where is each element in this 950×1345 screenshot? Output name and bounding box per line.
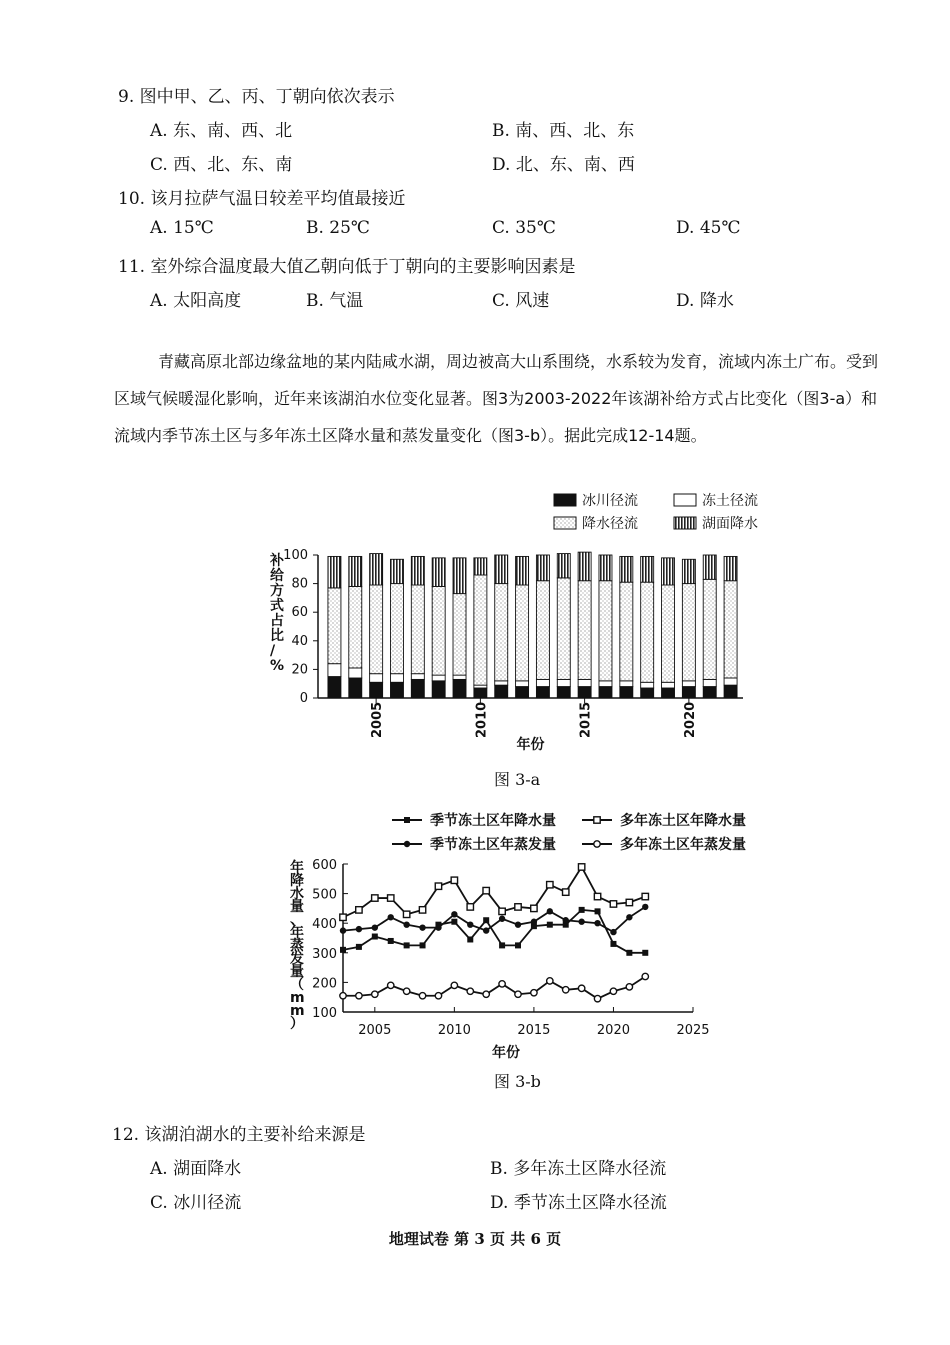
point-4-2016	[547, 978, 553, 984]
point-3-2008	[419, 924, 425, 930]
point-4-2012	[483, 991, 489, 997]
point-4-2020	[610, 988, 616, 994]
point-1-2013	[499, 942, 505, 948]
bar-2007-1	[411, 679, 424, 698]
legend-label-4: 多年冻土区年蒸发量	[620, 837, 746, 853]
point-1-2018	[579, 907, 585, 913]
point-3-2014	[515, 921, 521, 927]
point-2-2019	[594, 893, 600, 899]
point-3-2021	[626, 914, 632, 920]
bar-2014-4	[557, 554, 570, 578]
y-axis-title	[289, 859, 305, 1032]
bar-2013-2	[536, 679, 549, 686]
point-3-2015	[531, 919, 537, 925]
point-2-2012	[483, 887, 489, 893]
bar-2021-4	[703, 555, 716, 579]
bar-2017-4	[620, 556, 633, 582]
figure-3a-caption: 图 3-a	[494, 770, 541, 789]
chart-3b-legend	[392, 812, 746, 853]
x-axis-title: 年份	[516, 737, 545, 753]
point-3-2020	[610, 929, 616, 935]
point-4-2017	[563, 987, 569, 993]
bar-2014-2	[557, 679, 570, 686]
bar-2020-2	[682, 681, 695, 687]
point-1-2011	[467, 936, 473, 942]
chart-3b-axes	[289, 858, 710, 1061]
bar-2006-2	[390, 674, 403, 683]
passage	[114, 343, 892, 454]
bar-2003-2	[328, 664, 341, 677]
bar-2014-1	[557, 687, 570, 698]
question-10-stem: 10. 该月拉萨气温日较差平均值最接近	[118, 189, 406, 209]
point-3-2011	[467, 921, 473, 927]
bar-2019-1	[662, 688, 675, 698]
bar-2018-3	[641, 582, 654, 682]
bar-2004-3	[349, 586, 362, 668]
bar-2013-4	[536, 555, 549, 581]
y-axis-title-char: 量	[290, 899, 304, 915]
bar-2013-3	[536, 581, 549, 680]
point-3-2006	[388, 914, 394, 920]
y-axis-title-char: 给	[270, 568, 284, 584]
q10-option-a: A. 15℃	[150, 218, 214, 238]
x-tick-label: 2020	[596, 1023, 631, 1038]
bar-2013-1	[536, 687, 549, 698]
point-4-2018	[578, 985, 584, 991]
bar-2010-4	[474, 558, 487, 575]
bar-2016-4	[599, 555, 612, 581]
y-tick-label: 0	[299, 691, 308, 706]
y-axis-title-char: %	[270, 658, 285, 674]
bar-2015-4	[578, 552, 591, 581]
point-1-2003	[340, 947, 346, 953]
y-axis-title-char: 量	[290, 964, 304, 980]
point-2-2022	[642, 893, 648, 899]
bar-2008-3	[432, 586, 445, 675]
q9-option-b: B. 南、西、北、东	[492, 121, 635, 141]
legend-swatch-2	[674, 494, 696, 506]
point-2-2006	[388, 895, 394, 901]
point-4-2019	[594, 995, 600, 1001]
bar-2005-1	[370, 682, 383, 698]
legend-swatch-1	[554, 494, 576, 506]
q11-option-b: B. 气温	[306, 291, 364, 311]
point-3-2018	[578, 919, 584, 925]
point-2-2020	[610, 901, 616, 907]
point-3-2009	[435, 924, 441, 930]
bar-2016-3	[599, 581, 612, 681]
legend-swatch-3	[554, 517, 576, 529]
x-tick-label: 2010	[437, 1023, 471, 1038]
y-tick-label: 100	[283, 548, 308, 563]
q12-option-d: D. 季节冻土区降水径流	[490, 1193, 667, 1213]
point-4-2011	[467, 988, 473, 994]
bar-2008-2	[432, 675, 445, 681]
bar-2011-1	[495, 685, 508, 698]
bar-2015-3	[578, 581, 591, 680]
legend-label-3: 季节冻土区年蒸发量	[430, 837, 556, 853]
bar-2021-3	[703, 579, 716, 679]
bar-2022-3	[724, 581, 737, 678]
point-3-2005	[372, 924, 378, 930]
chart-3a	[240, 490, 800, 755]
y-axis-title-char: （	[290, 977, 304, 993]
bar-2020-3	[682, 584, 695, 681]
bar-2019-4	[662, 558, 675, 585]
point-4-2014	[515, 991, 521, 997]
point-1-2005	[372, 934, 378, 940]
point-4-2005	[372, 991, 378, 997]
y-axis-title-char: ）	[290, 1016, 304, 1032]
y-axis-title-char: 比	[270, 628, 284, 644]
point-3-2022	[642, 904, 648, 910]
point-4-2009	[435, 993, 441, 999]
y-tick-label: 400	[312, 917, 337, 933]
q12-option-c: C. 冰川径流	[150, 1193, 242, 1213]
y-axis-title	[269, 552, 284, 674]
y-axis-title-char: m	[290, 1003, 305, 1019]
point-2-2005	[372, 895, 378, 901]
legend-marker-3	[404, 841, 410, 847]
bar-2016-1	[599, 687, 612, 698]
y-axis-title-char: /	[270, 643, 276, 659]
point-1-2020	[610, 941, 616, 947]
x-tick-label: 2005	[358, 1023, 392, 1038]
legend-swatch-4	[674, 517, 696, 529]
point-3-2003	[340, 927, 346, 933]
y-axis-title-char: m	[290, 990, 305, 1006]
point-4-2008	[419, 993, 425, 999]
y-tick-label: 200	[312, 976, 337, 992]
bar-2003-3	[328, 588, 341, 664]
point-2-2009	[435, 883, 441, 889]
q12-option-b: B. 多年冻土区降水径流	[490, 1159, 667, 1179]
x-tick-label: 2025	[676, 1023, 710, 1038]
bar-2003-1	[328, 677, 341, 698]
bar-2007-3	[411, 585, 424, 674]
y-axis-title-char: 式	[270, 598, 284, 614]
bar-2006-3	[390, 584, 403, 674]
bar-2009-3	[453, 594, 466, 676]
y-tick-label: 40	[291, 633, 308, 649]
y-axis-title-char: 发	[290, 951, 304, 967]
point-1-2016	[547, 922, 553, 928]
y-tick-label: 20	[291, 662, 308, 678]
x-axis-title: 年份	[492, 1045, 520, 1061]
bar-2007-2	[411, 674, 424, 680]
bar-2021-1	[703, 687, 716, 698]
bar-2007-4	[411, 556, 424, 585]
bar-2018-2	[641, 682, 654, 688]
y-axis-title-char: 补	[270, 553, 284, 569]
y-axis-title-char: 降	[290, 873, 304, 889]
bar-2005-2	[370, 674, 383, 683]
point-2-2015	[531, 905, 537, 911]
chart-3a-legend	[554, 492, 758, 532]
bar-2012-3	[516, 585, 529, 681]
bar-2010-1	[474, 688, 487, 698]
bar-2012-2	[516, 681, 529, 687]
bar-2009-2	[453, 675, 466, 679]
q10-option-b: B. 25℃	[306, 218, 370, 238]
point-3-2012	[483, 927, 489, 933]
bar-2012-1	[516, 687, 529, 698]
point-3-2007	[403, 921, 409, 927]
bar-2015-2	[578, 679, 591, 686]
bar-2009-4	[453, 558, 466, 594]
point-1-2004	[356, 944, 362, 950]
point-4-2006	[388, 982, 394, 988]
point-2-2003	[340, 914, 346, 920]
y-axis-title-char: 方	[270, 583, 284, 599]
legend-label-1: 冰川径流	[582, 493, 638, 509]
point-2-2007	[403, 911, 409, 917]
bar-2008-1	[432, 681, 445, 698]
question-12-stem: 12. 该湖泊湖水的主要补给来源是	[112, 1125, 366, 1145]
point-1-2012	[483, 917, 489, 923]
legend-marker-4	[594, 841, 600, 847]
bar-2005-4	[370, 554, 383, 585]
bar-2022-4	[724, 556, 737, 580]
bar-2003-4	[328, 556, 341, 587]
q10-option-c: C. 35℃	[492, 218, 556, 238]
bar-2018-4	[641, 556, 654, 582]
bar-2022-1	[724, 685, 737, 698]
point-1-2019	[595, 908, 601, 914]
q12-option-a: A. 湖面降水	[150, 1159, 242, 1179]
legend-label-2: 冻土径流	[702, 493, 758, 509]
legend-label-1: 季节冻土区年降水量	[430, 813, 556, 829]
y-axis-title-char: 占	[270, 613, 284, 629]
point-2-2008	[419, 907, 425, 913]
point-2-2004	[356, 907, 362, 913]
point-4-2010	[451, 982, 457, 988]
bar-2006-4	[390, 559, 403, 583]
x-tick-label: 2020	[682, 701, 698, 738]
bar-2009-1	[453, 679, 466, 698]
point-4-2015	[531, 990, 537, 996]
x-tick-label: 2015	[517, 1023, 551, 1038]
bar-2011-2	[495, 681, 508, 685]
bar-2019-3	[662, 585, 675, 682]
q9-option-c: C. 西、北、东、南	[150, 155, 293, 175]
bar-2021-2	[703, 679, 716, 686]
bar-2020-4	[682, 559, 695, 583]
bar-2004-1	[349, 678, 362, 698]
bar-2019-2	[662, 682, 675, 688]
y-tick-label: 100	[312, 1006, 337, 1021]
bar-2006-1	[390, 682, 403, 698]
y-axis-title-char: 蒸	[290, 938, 304, 954]
bar-2011-4	[495, 555, 508, 584]
bar-2017-2	[620, 681, 633, 687]
y-tick-label: 600	[312, 858, 337, 873]
bar-2016-2	[599, 681, 612, 687]
point-1-2022	[642, 950, 648, 956]
point-1-2006	[388, 938, 394, 944]
bar-2008-4	[432, 558, 445, 587]
point-3-2016	[547, 908, 553, 914]
x-tick-label: 2010	[474, 701, 490, 738]
q10-option-d: D. 45℃	[676, 218, 741, 238]
point-4-2003	[340, 993, 346, 999]
y-tick-label: 500	[312, 887, 337, 903]
point-1-2014	[515, 942, 521, 948]
q11-option-a: A. 太阳高度	[150, 291, 242, 311]
bar-2011-3	[495, 584, 508, 681]
point-3-2013	[499, 916, 505, 922]
legend-label-3: 降水径流	[582, 516, 638, 532]
chart-3a-bars	[328, 552, 737, 698]
point-3-2010	[451, 911, 457, 917]
point-4-2022	[642, 973, 648, 979]
point-2-2011	[467, 904, 473, 910]
point-1-2008	[420, 942, 426, 948]
point-4-2013	[499, 981, 505, 987]
bar-2018-1	[641, 688, 654, 698]
q11-option-c: C. 风速	[492, 291, 550, 311]
point-2-2014	[515, 904, 521, 910]
y-axis-title-char: 年	[290, 925, 304, 941]
y-axis-title-char: 年	[290, 860, 304, 876]
y-tick-label: 300	[312, 946, 337, 962]
x-tick-label: 2005	[370, 701, 386, 738]
y-axis-title-char: 水	[290, 886, 304, 902]
bar-2017-1	[620, 687, 633, 698]
y-axis-title-char: 、	[290, 912, 304, 928]
point-3-2017	[563, 917, 569, 923]
point-3-2019	[594, 920, 600, 926]
legend-marker-1	[404, 817, 410, 823]
q9-option-a: A. 东、南、西、北	[150, 121, 293, 141]
point-4-2007	[403, 988, 409, 994]
point-1-2021	[626, 950, 632, 956]
point-2-2018	[578, 864, 584, 870]
point-2-2021	[626, 899, 632, 905]
point-2-2010	[451, 877, 457, 883]
point-1-2010	[451, 919, 457, 925]
bar-2015-1	[578, 687, 591, 698]
y-tick-label: 80	[291, 576, 308, 592]
bar-2020-1	[682, 687, 695, 698]
legend-label-2: 多年冻土区年降水量	[620, 813, 746, 829]
point-2-2017	[563, 889, 569, 895]
bar-2004-4	[349, 556, 362, 586]
point-4-2004	[356, 993, 362, 999]
x-tick-label: 2015	[578, 701, 594, 738]
bar-2004-2	[349, 668, 362, 678]
bar-2014-3	[557, 578, 570, 680]
bar-2017-3	[620, 582, 633, 681]
question-11-stem: 11. 室外综合温度最大值乙朝向低于丁朝向的主要影响因素是	[118, 257, 576, 277]
q9-option-d: D. 北、东、南、西	[492, 155, 635, 175]
legend-label-4: 湖面降水	[702, 516, 758, 532]
point-4-2021	[626, 984, 632, 990]
chart-3b	[240, 800, 800, 1062]
y-tick-label: 60	[291, 605, 308, 621]
passage-text: 青藏高原北部边缘盆地的某内陆咸水湖，周边被高大山系围绕，水系较为发育，流域内冻土广布。受到区域气候暖湿化影响，近年来该湖泊水位变化显著。图3为2003-2022年该湖补给方式占比变化（图3-a）和流域内季节冻土区与多年冻土区降水量和蒸发量变化（图3-b）。据此完成12-14题。	[114, 352, 879, 445]
bar-2010-3	[474, 575, 487, 685]
point-2-2016	[547, 882, 553, 888]
legend-marker-2	[594, 817, 600, 823]
bar-2005-3	[370, 585, 383, 674]
chart-3b-lines	[340, 864, 649, 1002]
question-9-stem: 9. 图中甲、乙、丙、丁朝向依次表示	[118, 87, 395, 107]
q11-option-d: D. 降水	[676, 291, 734, 311]
bar-2012-4	[516, 556, 529, 585]
figure-3b-caption: 图 3-b	[494, 1072, 541, 1091]
point-2-2013	[499, 908, 505, 914]
page-footer: 地理试卷 第 3 页 共 6 页	[388, 1230, 562, 1248]
bar-2022-2	[724, 678, 737, 685]
point-3-2004	[356, 926, 362, 932]
point-1-2007	[404, 942, 410, 948]
